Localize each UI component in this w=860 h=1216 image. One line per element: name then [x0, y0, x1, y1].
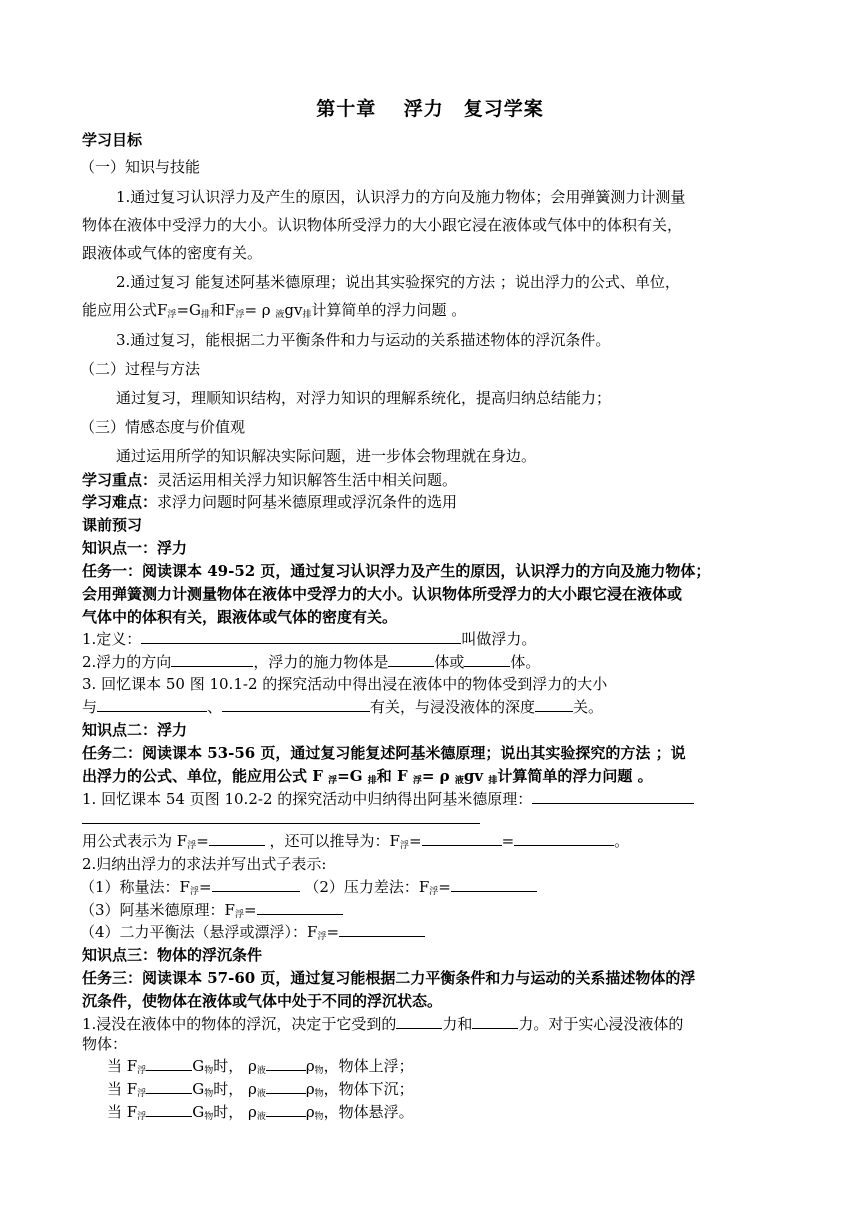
answer-blank[interactable] — [266, 1102, 306, 1117]
task-1-line-2: 会用弹簧测力计测量物体在液体中受浮力的大小。认识物体所受浮力的大小跟它浸在液体或 — [82, 585, 683, 603]
answer-blank[interactable] — [514, 831, 614, 846]
method-weighing: （1）称量法：$F_浮= (2)$压力差法：$F_浮=$ — [80, 877, 537, 902]
task-3-line-2: 沉条件，使物体在液体或气体中处于不同的浮沉状态。 — [82, 992, 443, 1010]
knowledge-point-3-heading: 知识点三：物体的浮沉条件 — [82, 946, 263, 964]
answer-blank-line[interactable] — [82, 823, 480, 824]
objective-1-line-2: 物体在液体中受浮力的大小。认识物体所受浮力的大小跟它浸在液体或气体中的体积有关， — [82, 216, 683, 234]
k3-question-1-line-2: 物体： — [82, 1035, 128, 1053]
answer-blank[interactable] — [266, 1079, 306, 1094]
k1-question-1: 1.定义： 叫做浮力。 — [82, 630, 537, 648]
answer-blank[interactable] — [339, 922, 425, 937]
method-archimedes: （3）阿基米德原理：$F_浮=$ — [80, 900, 343, 925]
answer-blank[interactable] — [396, 1014, 442, 1029]
task-2-line-2: 出浮力的公式、单位，能应用公式 F $_浮$=G $_排$和 F $_浮$= ρ $_液$gv $_排$计算简单的浮力问题 。 — [82, 767, 653, 786]
k3-question-1-line-1: 1.浸没在液体中的物体的浮沉，决定于它受到的 力和 力。对于实心浸没液体的 — [82, 1015, 684, 1033]
answer-blank[interactable] — [141, 629, 461, 644]
k2-question-1: 1. 回忆课本 54 页图 10.2-2 的探究活动中归纳得出阿基米德原理： — [82, 789, 694, 809]
answer-blank[interactable] — [472, 1014, 518, 1029]
method-balance: （4）二力平衡法（悬浮或漂浮）：$F_浮=$ — [80, 922, 425, 947]
answer-blank[interactable] — [388, 652, 434, 667]
condition-sink: 当 $F_浮$ $G_物$时， $\rho_液$ $\rho_物$，物体下沉； — [107, 1080, 414, 1099]
answer-blank[interactable] — [422, 831, 502, 846]
answer-blank[interactable] — [212, 877, 300, 892]
k1-question-3-line-1: 3. 回忆课本 50 图 10.1-2 的探究活动中得出浸在液体中的物体受到浮力的大小 — [82, 675, 608, 693]
answer-blank[interactable] — [146, 1102, 192, 1117]
condition-suspend: 当 $F_浮$ $G_物$时， $\rho_液$ $\rho_物$，物体悬浮。 — [107, 1103, 414, 1122]
answer-blank[interactable] — [222, 697, 370, 712]
k1-question-2: 2.浮力的方向 ，浮力的施力物体是 体或 体。 — [82, 653, 541, 671]
section-knowledge-skills: （一）知识与技能 — [80, 158, 201, 176]
answer-blank[interactable] — [535, 697, 573, 712]
answer-blank[interactable] — [97, 697, 207, 712]
objective-1-line-1: 1.通过复习认识浮力及产生的原因，认识浮力的方向及施力物体；会用弹簧测力计测量 — [116, 188, 686, 206]
objectives-heading: 学习目标 — [82, 131, 143, 149]
answer-blank[interactable] — [451, 877, 537, 892]
answer-blank[interactable] — [532, 789, 694, 804]
page-title: 第十章 浮力 复习学案 — [316, 98, 544, 120]
task-2-line-1: 任务二：阅读课本 53-56 页，通过复习能复述阿基米德原理；说出其实验探究的方法 ；说 — [82, 744, 686, 762]
section-attitude-values: （三）情感态度与价值观 — [80, 418, 246, 436]
k2-question-1-formula: 用公式表示为 $F_浮=$ ，还可以推导为：$F_浮=$ = 。 — [82, 832, 630, 851]
knowledge-point-1-heading: 知识点一：浮力 — [82, 539, 188, 557]
k2-question-2: 2.归纳出浮力的求法并写出式子表示: — [82, 855, 327, 873]
section-process-method: （二）过程与方法 — [80, 360, 201, 378]
answer-blank[interactable] — [266, 1056, 306, 1071]
answer-blank[interactable] — [464, 652, 510, 667]
answer-blank[interactable] — [257, 900, 343, 915]
answer-blank[interactable] — [146, 1056, 192, 1071]
objective-2-line-1: 2.通过复习 能复述阿基米德原理；说出其实验探究的方法 ；说出浮力的公式、单位， — [116, 273, 680, 291]
answer-blank[interactable] — [209, 831, 265, 846]
objective-2-line-2: 能应用公式$F_浮=G_排$和$F_浮= \rho$ $_液gv_排$计算简单的浮力问题 。 — [82, 301, 467, 320]
preview-heading: 课前预习 — [82, 516, 143, 534]
k1-question-3-line-2: 与 、 有关，与浸没液体的深度 关。 — [82, 698, 604, 716]
difficulty: 学习难点：求浮力问题时阿基米德原理或浮沉条件的选用 — [82, 493, 458, 511]
answer-blank[interactable] — [146, 1079, 192, 1094]
knowledge-point-2-heading: 知识点二：浮力 — [82, 721, 188, 739]
task-1-line-3: 气体中的体积有关，跟液体或气体的密度有关。 — [82, 608, 398, 626]
objective-5: 通过运用所学的知识解决实际问题，进一步体会物理就在身边。 — [116, 447, 537, 465]
condition-rise: 当 $F_浮$ $G_物$时， $\rho_液$ $\rho_物$，物体上浮； — [107, 1057, 414, 1076]
task-3-line-1: 任务三：阅读课本 57-60 页，通过复习能根据二力平衡条件和力与运动的关系描述物体的浮 — [82, 969, 696, 987]
key-point: 学习重点：灵活运用相关浮力知识解答生活中相关问题。 — [82, 471, 458, 489]
objective-3: 3.通过复习，能根据二力平衡条件和力与运动的关系描述物体的浮沉条件。 — [116, 331, 611, 349]
answer-blank[interactable] — [171, 652, 253, 667]
objective-1-line-3: 跟液体或气体的密度有关。 — [82, 244, 263, 262]
task-1-line-1: 任务一：阅读课本 49-52 页，通过复习认识浮力及产生的原因，认识浮力的方向及施力物体； — [82, 562, 711, 580]
objective-4: 通过复习，理顺知识结构，对浮力知识的理解系统化，提高归纳总结能力； — [116, 389, 612, 407]
